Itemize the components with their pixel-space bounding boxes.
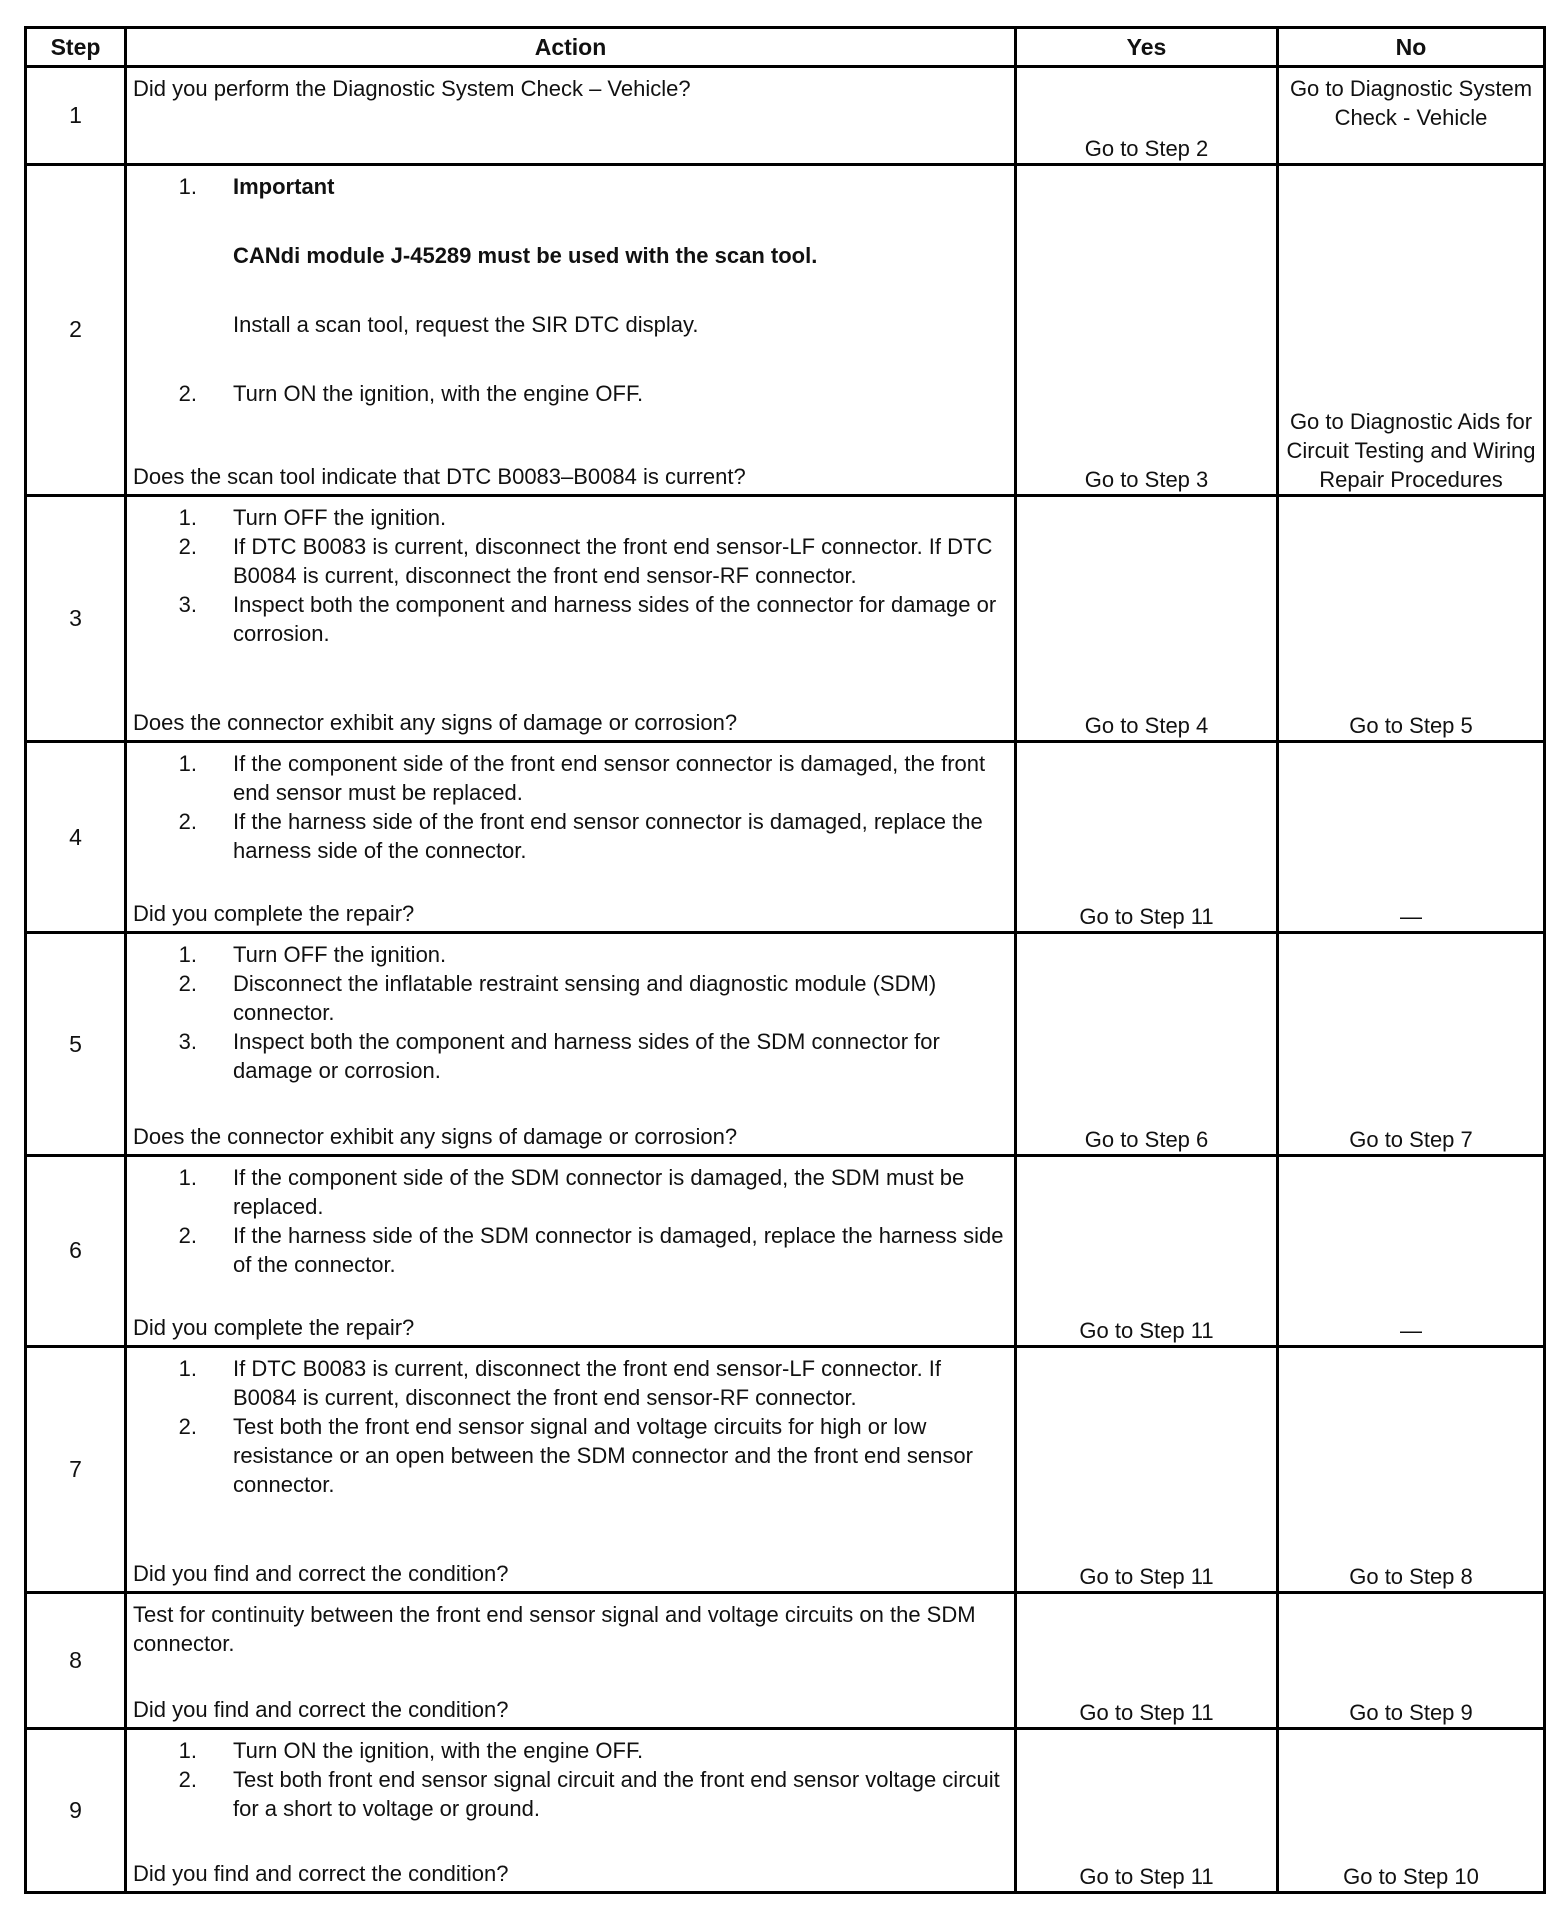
- item-number: 2.: [178, 1222, 197, 1248]
- list-item: [133, 1221, 1010, 1279]
- list-item: [133, 532, 1010, 590]
- table-row: [26, 1593, 1545, 1729]
- item-text: Turn OFF the ignition.: [233, 942, 447, 968]
- question-text: Did you find and correct the condition?: [133, 1861, 509, 1886]
- header-action: Action: [126, 28, 1016, 67]
- header-row: [26, 28, 1545, 67]
- item-number: 1.: [178, 1355, 197, 1381]
- no-result: Go to Diagnostic System Check - Vehicle: [1278, 67, 1545, 165]
- step-number: 9: [26, 1729, 126, 1893]
- action-cell: [126, 1346, 1016, 1592]
- step-number: 1: [26, 67, 126, 165]
- step-number: 6: [26, 1155, 126, 1346]
- item-number: 3.: [178, 592, 197, 617]
- list-item: [133, 1027, 1010, 1085]
- table-row: [26, 742, 1545, 933]
- diagnostic-table: [24, 26, 1546, 1894]
- question-text: Did you complete the repair?: [133, 1314, 415, 1340]
- item-number: 1.: [178, 1738, 197, 1764]
- yes-result: Go to Step 2: [1016, 67, 1278, 165]
- yes-result: Go to Step 11: [1016, 742, 1278, 933]
- no-result: —: [1278, 742, 1545, 933]
- item-number: 2.: [178, 971, 197, 997]
- item-text: If the harness side of the SDM connector is damaged, replace the harness side of the connector.: [233, 1222, 1004, 1277]
- item-number: 2.: [178, 380, 197, 406]
- list-item: [133, 590, 1010, 648]
- question-text: Did you complete the repair?: [133, 901, 415, 927]
- no-result: Go to Step 9: [1278, 1593, 1545, 1729]
- step-number: 8: [26, 1593, 126, 1729]
- action-cell: [126, 1593, 1016, 1729]
- list-item: [133, 1736, 1010, 1765]
- table-row: [26, 1729, 1545, 1893]
- important-label: Important: [233, 173, 335, 199]
- table-row: [26, 1155, 1545, 1346]
- list-item: [133, 172, 1010, 201]
- yes-result: Go to Step 6: [1016, 933, 1278, 1155]
- item-number: 1.: [178, 505, 197, 530]
- action-cell: [126, 496, 1016, 742]
- item-number: 1.: [178, 751, 197, 777]
- item-text: If the component side of the SDM connector is damaged, the SDM must be replaced.: [233, 1164, 965, 1219]
- item-number: 1.: [178, 1164, 197, 1190]
- step-number: 7: [26, 1346, 126, 1592]
- action-cell: [126, 67, 1016, 165]
- list-item: [133, 749, 1010, 807]
- yes-result: Go to Step 4: [1016, 496, 1278, 742]
- item-text: Install a scan tool, request the SIR DTC display.: [233, 311, 699, 337]
- yes-result: Go to Step 11: [1016, 1155, 1278, 1346]
- item-text: Turn ON the ignition, with the engine OFF.: [233, 380, 644, 406]
- no-result: Go to Step 10: [1278, 1729, 1545, 1893]
- no-result: Go to Step 5: [1278, 496, 1545, 742]
- item-text: Inspect both the component and harness sides of the connector for damage or corrosion.: [233, 592, 997, 646]
- yes-result: Go to Step 11: [1016, 1729, 1278, 1893]
- item-number: 2.: [178, 534, 197, 559]
- list-item: [133, 969, 1010, 1027]
- list-item: [133, 1354, 1010, 1412]
- action-cell: [126, 742, 1016, 933]
- action-cell: [126, 1729, 1016, 1893]
- item-number: 3.: [178, 1029, 197, 1055]
- important-note: CANdi module J-45289 must be used with the scan tool.: [233, 242, 818, 268]
- item-text: Test both the front end sensor signal and voltage circuits for high or low resistance or an open between the SDM connector and the front end sensor connector.: [233, 1413, 973, 1497]
- action-text: Test for continuity between the front end sensor signal and voltage circuits on the SDM connector.: [133, 1602, 976, 1657]
- item-number: 2.: [178, 809, 197, 835]
- step-number: 5: [26, 933, 126, 1155]
- list-item: [133, 379, 1010, 408]
- item-number: 2.: [178, 1413, 197, 1439]
- item-text: Turn ON the ignition, with the engine OFF.: [233, 1738, 644, 1764]
- list-item: [133, 940, 1010, 969]
- question-text: Did you find and correct the condition?: [133, 1697, 509, 1723]
- yes-result: Go to Step 11: [1016, 1593, 1278, 1729]
- question-text: Does the scan tool indicate that DTC B0083–B0084 is current?: [133, 464, 746, 489]
- list-item: [133, 807, 1010, 865]
- question-text: Did you find and correct the condition?: [133, 1561, 509, 1587]
- item-text: Test both front end sensor signal circuit and the front end sensor voltage circuit for a short to voltage or ground.: [233, 1767, 1000, 1822]
- header-step: Step: [26, 28, 126, 67]
- item-text: If DTC B0083 is current, disconnect the front end sensor-LF connector. If DTC B0084 is current, disconnect the front end sensor-RF connector.: [233, 534, 993, 588]
- step-number: 3: [26, 496, 126, 742]
- table-row: [26, 496, 1545, 742]
- yes-result: Go to Step 11: [1016, 1346, 1278, 1592]
- item-number: 1.: [178, 942, 197, 968]
- item-text: Disconnect the inflatable restraint sensing and diagnostic module (SDM) connector.: [233, 971, 937, 1026]
- list-item: [133, 1163, 1010, 1221]
- list-item: [133, 503, 1010, 532]
- step-number: 4: [26, 742, 126, 933]
- table-row: [26, 933, 1545, 1155]
- item-text: If the harness side of the front end sensor connector is damaged, replace the harness side of the connector.: [233, 809, 983, 864]
- item-number: 2.: [178, 1767, 197, 1793]
- no-result: Go to Diagnostic Aids for Circuit Testing and Wiring Repair Procedures: [1278, 164, 1545, 495]
- item-text: If DTC B0083 is current, disconnect the front end sensor-LF connector. If B0084 is current, disconnect the front end sensor-RF connector.: [233, 1355, 942, 1410]
- item-number: 1.: [178, 173, 197, 199]
- question-text: Does the connector exhibit any signs of damage or corrosion?: [133, 1123, 738, 1149]
- item-text: Inspect both the component and harness sides of the SDM connector for damage or corrosion.: [233, 1029, 940, 1084]
- action-cell: [126, 933, 1016, 1155]
- step-number: 2: [26, 164, 126, 495]
- item-text: Turn OFF the ignition.: [233, 505, 447, 530]
- table-row: [26, 164, 1545, 495]
- yes-result: Go to Step 3: [1016, 164, 1278, 495]
- no-result: —: [1278, 1155, 1545, 1346]
- table-row: [26, 1346, 1545, 1592]
- list-item: [133, 1412, 1010, 1499]
- header-no: No: [1278, 28, 1545, 67]
- table-row: [26, 67, 1545, 165]
- action-cell: [126, 1155, 1016, 1346]
- action-cell: [126, 164, 1016, 495]
- item-text: If the component side of the front end sensor connector is damaged, the front end sensor must be replaced.: [233, 751, 986, 806]
- question-text: Does the connector exhibit any signs of damage or corrosion?: [133, 710, 738, 736]
- no-result: Go to Step 7: [1278, 933, 1545, 1155]
- action-text: Did you perform the Diagnostic System Check – Vehicle?: [133, 76, 691, 101]
- list-item: [133, 1765, 1010, 1823]
- no-result: Go to Step 8: [1278, 1346, 1545, 1592]
- header-yes: Yes: [1016, 28, 1278, 67]
